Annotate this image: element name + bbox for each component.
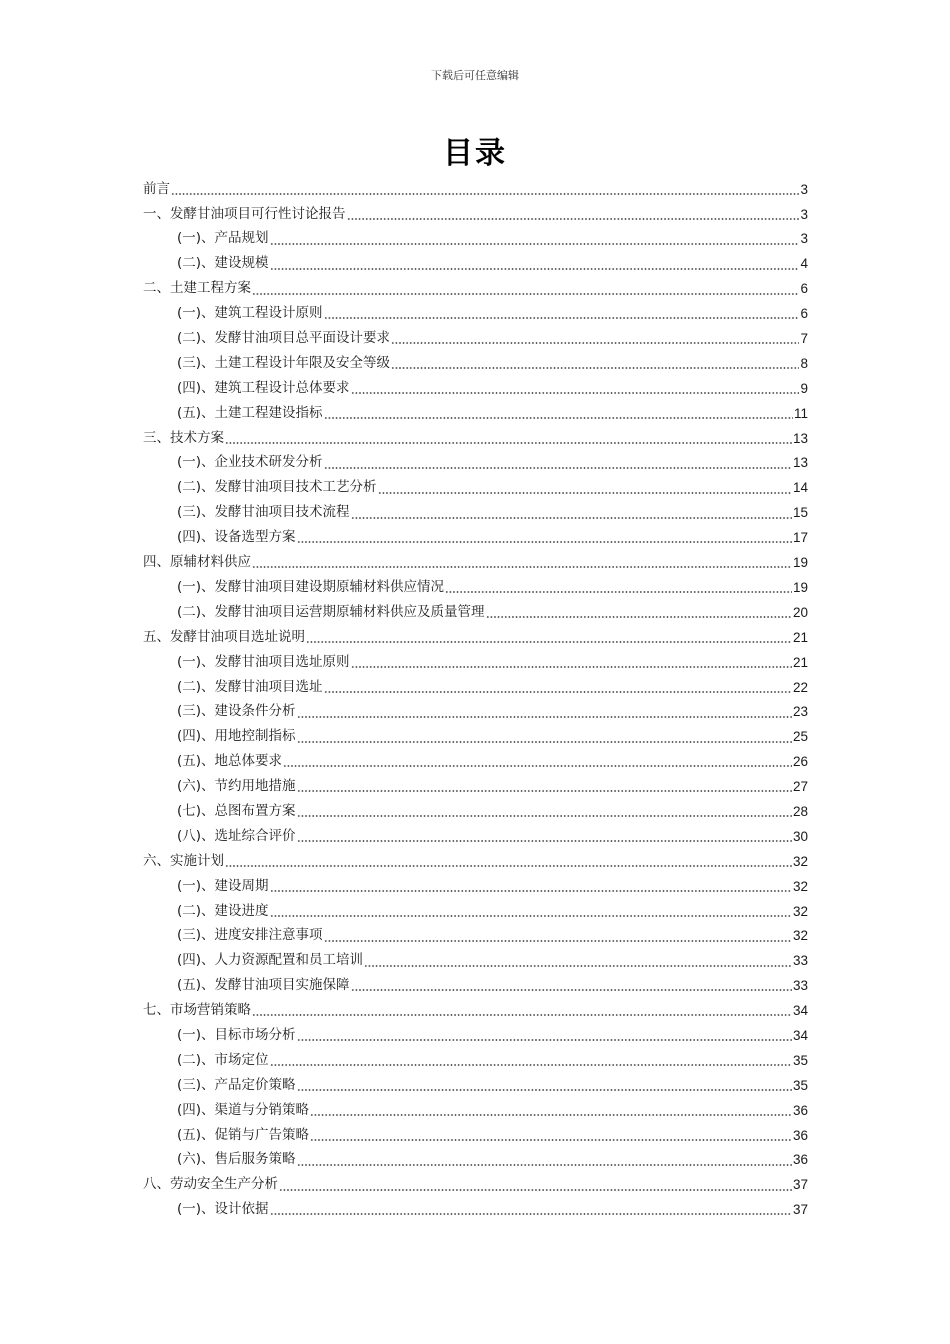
toc-entry-page-number: 35	[792, 1052, 808, 1068]
toc-entry[interactable]	[143, 700, 808, 725]
toc-entry-page-number: 32	[792, 853, 808, 869]
toc-entry-label: (一)、建筑工程设计原则	[177, 305, 323, 322]
toc-entry-label: 三、技术方案	[143, 429, 224, 446]
toc-entry-page-number: 13	[792, 430, 808, 446]
dot-leader	[252, 293, 799, 295]
toc-entry-label: (六)、售后服务策略	[177, 1151, 296, 1168]
dot-leader	[310, 1114, 792, 1116]
toc-entry-page-number: 34	[792, 1003, 808, 1019]
toc-entry-label: 七、市场营销策略	[143, 1002, 251, 1019]
dot-leader	[297, 790, 792, 792]
dot-leader	[445, 591, 792, 593]
toc-entry[interactable]	[143, 949, 808, 974]
toc-entry[interactable]	[143, 824, 808, 849]
toc-entry[interactable]	[143, 376, 808, 401]
toc-entry-label: (一)、发酵甘油项目选址原则	[177, 653, 350, 670]
toc-entry[interactable]	[143, 675, 808, 700]
toc-entry-label: (四)、建筑工程设计总体要求	[177, 379, 350, 396]
toc-entry[interactable]	[143, 476, 808, 501]
toc-entry-page-number: 11	[793, 405, 808, 421]
toc-entry-label: (四)、设备选型方案	[177, 529, 296, 546]
toc-entry-page-number: 32	[792, 878, 808, 894]
toc-entry[interactable]	[143, 749, 808, 774]
toc-entry-page-number: 3	[800, 206, 808, 222]
dot-leader	[391, 342, 799, 344]
toc-entry-label: (二)、发酵甘油项目总平面设计要求	[177, 330, 391, 347]
dot-leader	[351, 989, 792, 991]
toc-entry-label: (二)、发酵甘油项目选址	[177, 678, 323, 695]
toc-entry-label: (四)、渠道与分销策略	[177, 1101, 310, 1118]
toc-entry-label: (四)、用地控制指标	[177, 728, 296, 745]
toc-entry-label: (一)、设计依据	[177, 1201, 269, 1218]
toc-entry-page-number: 33	[792, 953, 808, 969]
dot-leader	[324, 317, 800, 319]
toc-entry[interactable]	[143, 1173, 808, 1198]
toc-entry-page-number: 21	[792, 654, 808, 670]
toc-entry[interactable]	[143, 252, 808, 277]
toc-entry-label: 五、发酵甘油项目选址说明	[143, 628, 305, 645]
dot-leader	[297, 541, 792, 543]
toc-entry-page-number: 37	[792, 1202, 808, 1218]
dot-leader	[324, 940, 792, 942]
dot-leader	[324, 417, 793, 419]
toc-entry-label: (一)、目标市场分析	[177, 1026, 296, 1043]
dot-leader	[347, 218, 800, 220]
dot-leader	[297, 1039, 792, 1041]
dot-leader	[270, 268, 800, 270]
toc-entry-page-number: 3	[800, 181, 808, 197]
dot-leader	[270, 1064, 792, 1066]
toc-entry-label: (二)、建设进度	[177, 902, 269, 919]
toc-entry[interactable]	[143, 401, 808, 426]
dot-leader	[279, 1189, 792, 1191]
toc-entry[interactable]	[143, 177, 808, 202]
toc-entry[interactable]	[143, 600, 808, 625]
toc-entry-label: (三)、建设条件分析	[177, 703, 296, 720]
toc-entry-label: (三)、土建工程设计年限及安全等级	[177, 354, 391, 371]
toc-entry-page-number: 9	[800, 380, 808, 396]
toc-entry-page-number: 35	[792, 1077, 808, 1093]
toc-entry[interactable]	[143, 277, 808, 302]
dot-leader	[297, 716, 792, 718]
toc-entry-label: (四)、人力资源配置和员工培训	[177, 952, 364, 969]
dot-leader	[225, 442, 792, 444]
toc-entry-page-number: 21	[792, 629, 808, 645]
toc-entry-label: (一)、企业技术研发分析	[177, 454, 323, 471]
dot-leader	[297, 840, 792, 842]
toc-entry-page-number: 34	[792, 1027, 808, 1043]
toc-entry-page-number: 6	[800, 306, 808, 322]
toc-entry-label: 一、发酵甘油项目可行性讨论报告	[143, 205, 346, 222]
toc-entry-label: (一)、建设周期	[177, 877, 269, 894]
toc-entry-label: (七)、总图布置方案	[177, 802, 296, 819]
toc-entry-label: 前言	[143, 180, 170, 197]
toc-entry-page-number: 36	[792, 1152, 808, 1168]
toc-entry-label: (五)、发酵甘油项目实施保障	[177, 977, 350, 994]
toc-entry[interactable]	[143, 1048, 808, 1073]
toc-entry[interactable]	[143, 874, 808, 899]
toc-entry[interactable]	[143, 849, 808, 874]
toc-entry-label: (二)、发酵甘油项目运营期原辅材料供应及质量管理	[177, 603, 485, 620]
toc-entry[interactable]	[143, 799, 808, 824]
dot-leader	[252, 566, 792, 568]
toc-entry-page-number: 13	[792, 455, 808, 471]
toc-entry-label: 八、劳动安全生产分析	[143, 1176, 278, 1193]
toc-entry-label: (五)、土建工程建设指标	[177, 404, 323, 421]
page-title: 目录	[443, 136, 507, 171]
toc-entry-page-number: 27	[792, 779, 808, 795]
toc-entry-page-number: 6	[800, 281, 808, 297]
toc-entry-page-number: 33	[792, 978, 808, 994]
table-of-contents	[143, 177, 808, 1222]
toc-entry[interactable]	[143, 351, 808, 376]
toc-entry[interactable]	[143, 998, 808, 1023]
toc-entry-page-number: 37	[792, 1177, 808, 1193]
toc-entry-label: (二)、市场定位	[177, 1051, 269, 1068]
dot-leader	[351, 392, 800, 394]
dot-leader	[297, 1089, 792, 1091]
toc-entry-page-number: 22	[792, 679, 808, 695]
toc-entry-page-number: 19	[792, 579, 808, 595]
toc-entry-page-number: 19	[792, 555, 808, 571]
toc-entry[interactable]	[143, 1073, 808, 1098]
toc-entry-page-number: 36	[792, 1102, 808, 1118]
toc-entry-page-number: 36	[792, 1127, 808, 1143]
dot-leader	[364, 965, 792, 967]
toc-entry-page-number: 28	[792, 803, 808, 819]
toc-entry[interactable]	[143, 202, 808, 227]
toc-entry-page-number: 20	[792, 604, 808, 620]
dot-leader	[378, 492, 792, 494]
dot-leader	[310, 1139, 792, 1141]
dot-leader	[391, 367, 799, 369]
toc-entry[interactable]	[143, 575, 808, 600]
toc-entry[interactable]	[143, 774, 808, 799]
toc-entry-page-number: 17	[792, 530, 808, 546]
toc-entry[interactable]	[143, 974, 808, 999]
toc-entry-label: (二)、发酵甘油项目技术工艺分析	[177, 479, 377, 496]
toc-entry-label: (五)、地总体要求	[177, 753, 283, 770]
toc-entry[interactable]	[143, 924, 808, 949]
toc-entry-label: (一)、产品规划	[177, 230, 269, 247]
dot-leader	[297, 815, 792, 817]
toc-entry[interactable]	[143, 1023, 808, 1048]
toc-entry[interactable]	[143, 725, 808, 750]
dot-leader	[270, 915, 792, 917]
toc-entry[interactable]	[143, 227, 808, 252]
toc-entry[interactable]	[143, 501, 808, 526]
toc-entry[interactable]	[143, 899, 808, 924]
toc-entry-label: 二、土建工程方案	[143, 280, 251, 297]
toc-entry-page-number: 3	[800, 231, 808, 247]
toc-entry[interactable]	[143, 1148, 808, 1173]
toc-entry-label: (三)、进度安排注意事项	[177, 927, 323, 944]
dot-leader	[324, 467, 792, 469]
toc-entry[interactable]	[143, 326, 808, 351]
toc-entry[interactable]	[143, 625, 808, 650]
toc-entry-page-number: 32	[792, 928, 808, 944]
toc-entry-page-number: 7	[800, 331, 808, 347]
toc-entry[interactable]	[143, 426, 808, 451]
toc-entry-page-number: 23	[792, 704, 808, 720]
toc-entry-label: (三)、发酵甘油项目技术流程	[177, 504, 350, 521]
dot-leader	[297, 1164, 792, 1166]
toc-entry-label: 四、原辅材料供应	[143, 554, 251, 571]
dot-leader	[270, 1213, 792, 1215]
toc-entry-label: (一)、发酵甘油项目建设期原辅材料供应情况	[177, 578, 445, 595]
dot-leader	[270, 243, 800, 245]
dot-leader	[351, 666, 792, 668]
dot-leader	[225, 865, 792, 867]
dot-leader	[252, 1014, 792, 1016]
toc-entry[interactable]	[143, 451, 808, 476]
toc-entry-label: (八)、选址综合评价	[177, 827, 296, 844]
toc-entry-page-number: 26	[792, 754, 808, 770]
toc-entry-label: (六)、节约用地措施	[177, 778, 296, 795]
toc-entry[interactable]	[143, 550, 808, 575]
toc-entry[interactable]	[143, 1098, 808, 1123]
dot-leader	[306, 641, 792, 643]
toc-entry[interactable]	[143, 1198, 808, 1223]
dot-leader	[351, 517, 792, 519]
toc-entry-page-number: 30	[792, 828, 808, 844]
toc-entry[interactable]	[143, 1123, 808, 1148]
toc-entry-label: 六、实施计划	[143, 852, 224, 869]
toc-entry-label: (二)、建设规模	[177, 255, 269, 272]
toc-entry-page-number: 8	[800, 355, 808, 371]
toc-entry-page-number: 25	[792, 729, 808, 745]
toc-entry[interactable]	[143, 525, 808, 550]
header-note: 下载后可任意编辑	[431, 69, 519, 82]
dot-leader	[283, 765, 792, 767]
toc-entry-page-number: 15	[792, 505, 808, 521]
dot-leader	[297, 741, 792, 743]
toc-entry-page-number: 14	[792, 480, 808, 496]
dot-leader	[486, 616, 792, 618]
toc-entry-label: (三)、产品定价策略	[177, 1076, 296, 1093]
toc-entry-page-number: 4	[800, 256, 808, 272]
dot-leader	[270, 890, 792, 892]
dot-leader	[171, 193, 799, 195]
toc-entry[interactable]	[143, 301, 808, 326]
toc-entry-page-number: 32	[792, 903, 808, 919]
toc-entry-label: (五)、促销与广告策略	[177, 1126, 310, 1143]
dot-leader	[324, 691, 792, 693]
toc-entry[interactable]	[143, 650, 808, 675]
